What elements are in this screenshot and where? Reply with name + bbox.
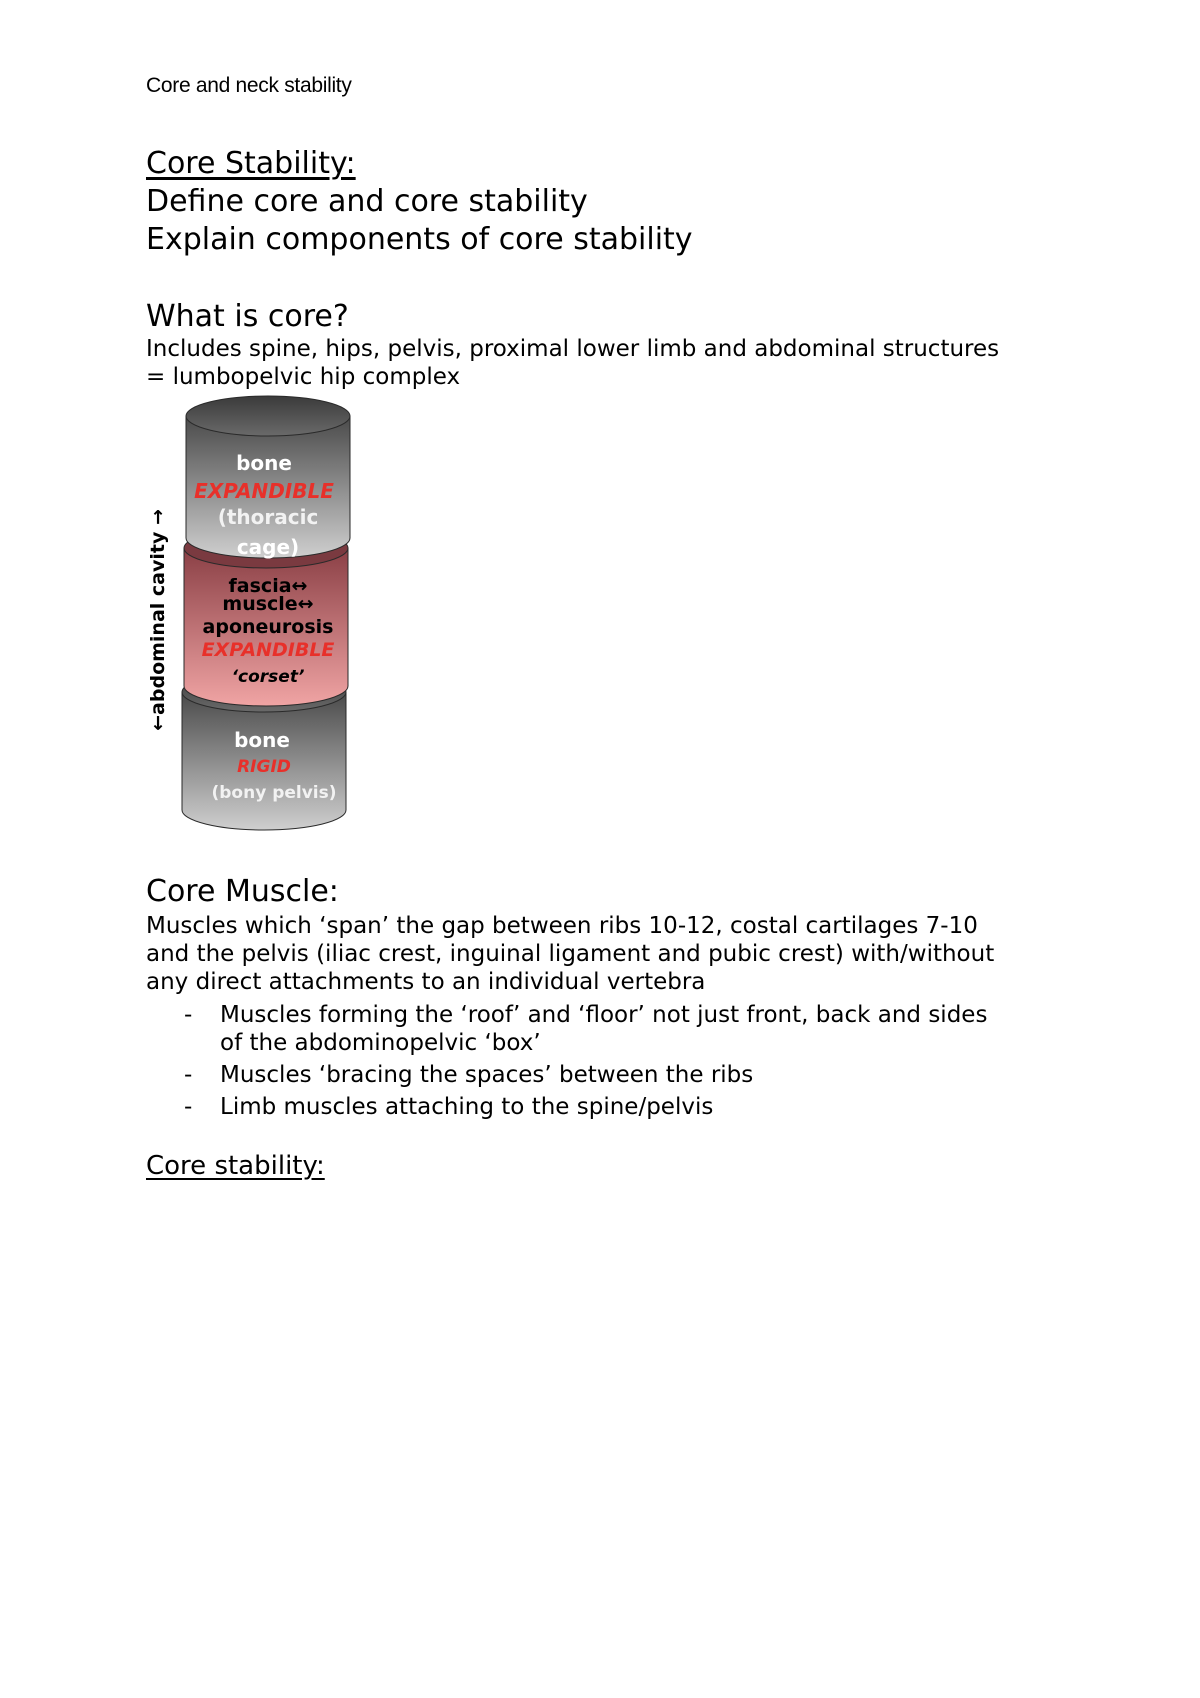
document-header: Core and neck stability — [146, 74, 352, 97]
core-stability-section — [146, 145, 693, 259]
core-muscle-title: Core Muscle: — [146, 874, 339, 909]
top-label-cage: cage) — [236, 535, 300, 559]
core-muscle-line-2: and the pelvis (iliac crest, inguinal ligament and pubic crest) with/without — [146, 941, 995, 967]
top-cylinder — [186, 396, 350, 558]
what-is-core-title: What is core? — [146, 299, 349, 334]
what-is-core-body — [146, 335, 999, 391]
list-item — [146, 1093, 987, 1121]
bullet-dash: - — [184, 1062, 193, 1088]
bullet-dash: - — [184, 1094, 193, 1120]
bullet-3-line-1: Limb muscles attaching to the spine/pelvis — [220, 1094, 714, 1120]
core-cylinder-diagram — [140, 390, 400, 850]
core-stability-heading: Core stability: — [146, 1151, 325, 1181]
bottom-label-bony-pelvis: (bony pelvis) — [211, 783, 337, 803]
middle-label-muscle: muscle↔ — [222, 593, 314, 615]
objective-2: Explain components of core stability — [146, 222, 693, 257]
core-muscle-line-1: Muscles which ‘span’ the gap between ribs 10-12, costal cartilages 7-10 — [146, 913, 978, 939]
bullet-2-line-1: Muscles ‘bracing the spaces’ between the ribs — [220, 1062, 754, 1088]
top-label-bone: bone — [236, 451, 292, 475]
top-label-expandible: EXPANDIBLE — [194, 479, 334, 503]
core-muscle-bullet-list — [146, 1001, 987, 1121]
section-title-core-stability: Core Stability: — [146, 146, 356, 181]
list-item — [146, 1001, 987, 1057]
top-label-thoracic: (thoracic — [217, 505, 319, 529]
list-item — [146, 1061, 987, 1089]
middle-label-expandible: EXPANDIBLE — [201, 639, 335, 661]
what-is-core-line-1: Includes spine, hips, pelvis, proximal lower limb and abdominal structures — [146, 336, 1000, 362]
objective-1: Define core and core stability — [146, 184, 588, 219]
bullet-1-line-2: of the abdominopelvic ‘box’ — [220, 1030, 541, 1056]
bullet-dash: - — [184, 1002, 193, 1028]
bottom-label-rigid: RIGID — [237, 757, 291, 777]
middle-label-fascia: fascia↔ — [228, 575, 308, 597]
what-is-core-line-2: = lumbopelvic hip complex — [146, 364, 461, 390]
core-muscle-body — [146, 912, 994, 996]
bullet-1-line-1: Muscles forming the ‘roof’ and ‘floor’ not just front, back and sides — [220, 1002, 988, 1028]
bottom-label-bone: bone — [234, 728, 290, 752]
middle-label-corset: ‘corset’ — [231, 667, 305, 687]
abdominal-cavity-label: ←abdominal cavity → — [147, 509, 169, 731]
core-muscle-line-3: any direct attachments to an individual vertebra — [146, 969, 706, 995]
middle-label-aponeurosis: aponeurosis — [202, 616, 334, 638]
